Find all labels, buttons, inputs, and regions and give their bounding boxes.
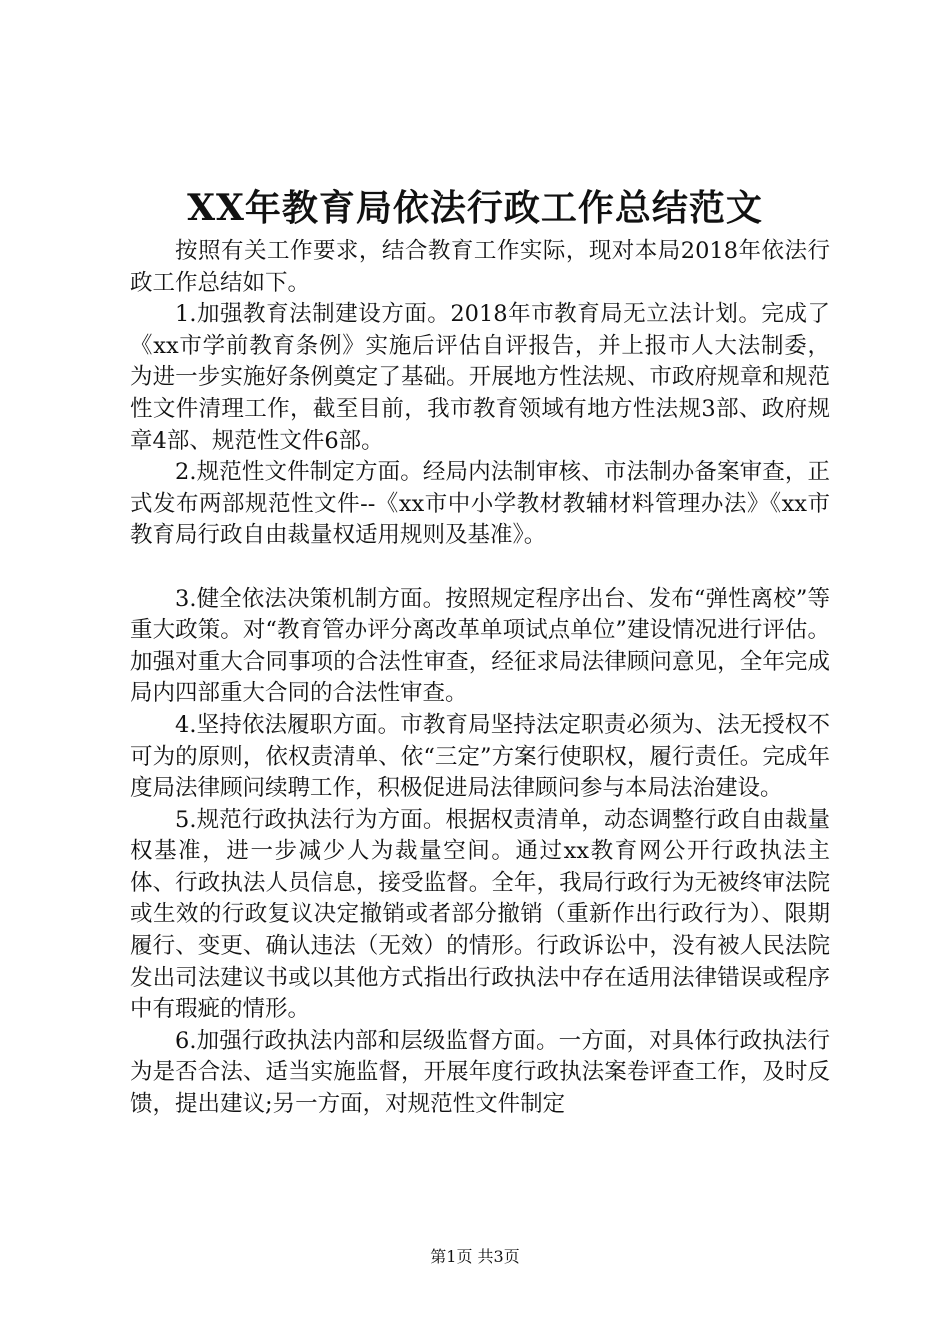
- section-3-paragraph: 3.健全依法决策机制方面。按照规定程序出台、发布“弹性离校”等重大政策。对“教育管办评分离改革单项试点单位”建设情况进行评估。加强对重大合同事项的合法性审查，经征求局法律顾问意见，全年完成局内四部重大合同的合法性审查。: [130, 585, 830, 707]
- page-number-footer: 第1页 共3页: [430, 1247, 520, 1266]
- section-6-paragraph: 6.加强行政执法内部和层级监督方面。一方面，对具体行政执法行为是否合法、适当实施监督，开展年度行政执法案卷评查工作，及时反馈，提出建议;另一方面，对规范性文件制定: [130, 1027, 830, 1118]
- document-title: XX年教育局依法行政工作总结范文: [187, 187, 763, 229]
- document-body: [130, 236, 830, 1121]
- section-2-paragraph: 2.规范性文件制定方面。经局内法制审核、市法制办备案审查，正式发布两部规范性文件--《xx市中小学教材教辅材料管理办法》《xx市教育局行政自由裁量权适用规则及基准》。: [130, 459, 830, 549]
- intro-paragraph: 按照有关工作要求，结合教育工作实际，现对本局2018年依法行政工作总结如下。: [130, 238, 830, 296]
- section-4-paragraph: 4.坚持依法履职方面。市教育局坚持法定职责必须为、法无授权不可为的原则，依权责清单、依“三定”方案行使职权，履行责任。完成年度局法律顾问续聘工作，积极促进局法律顾问参与本局法治建设。: [130, 711, 830, 802]
- section-1-paragraph: 1.加强教育法制建设方面。2018年市教育局无立法计划。完成了《xx市学前教育条例》实施后评估自评报告，并上报市人大法制委，为进一步实施好条例奠定了基础。开展地方性法规、市政府规章和规范性文件清理工作，截至目前，我市教育领域有地方性法规3部、政府规章4部、规范性文件6部。: [130, 301, 830, 454]
- section-5-paragraph: 5.规范行政执法行为方面。根据权责清单，动态调整行政自由裁量权基准，进一步减少人为裁量空间。通过xx教育网公开行政执法主体、行政执法人员信息，接受监督。全年，我局行政行为无被终审法院或生效的行政复议决定撤销或者部分撤销（重新作出行政行为）、限期履行、变更、确认违法（无效）的情形。行政诉讼中，没有被人民法院发出司法建议书或以其他方式指出行政执法中存在适用法律错误或程序中有瑕疵的情形。: [130, 806, 830, 1023]
